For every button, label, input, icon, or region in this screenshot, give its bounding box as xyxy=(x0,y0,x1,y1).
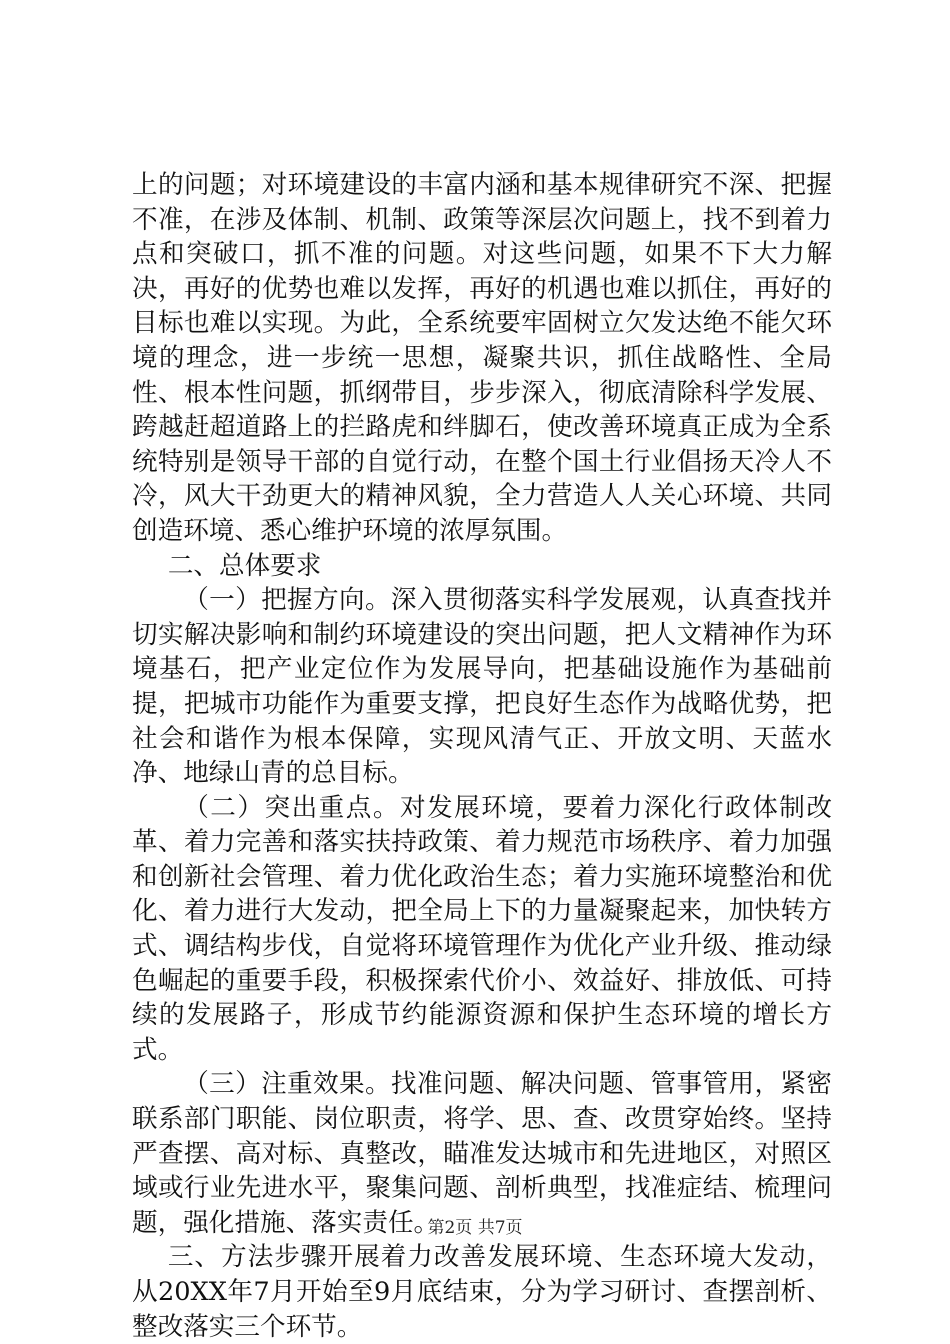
document-body xyxy=(132,168,832,1344)
paragraph-highlight-priorities: （二）突出重点。对发展环境，要着力深化行政体制改革、着力完善和落实扶持政策、着力规范市场秩序、着力加强和创新社会管理、着力优化政治生态；着力实施环境整治和优化、着力进行大发动，把全局上下的力量凝聚起来，加快转方式、调结构步伐，自觉将环境管理作为优化产业升级、推动绿色崛起的重要手段，积极探索代价小、效益好、排放低、可持续的发展路子，形成节约能源资源和保护生态环境的增长方式。 xyxy=(132,792,832,1065)
paragraph-continuation: 上的问题；对环境建设的丰富内涵和基本规律研究不深、把握不准，在涉及体制、机制、政策等深层次问题上，找不到着力点和突破口，抓不准的问题。对这些问题，如果不下大力解决，再好的优势也难以发挥，再好的机遇也难以抓住，再好的目标也难以实现。为此，全系统要牢固树立欠发达绝不能欠环境的理念，进一步统一思想，凝聚共识，抓住战略性、全局性、根本性问题，抓纲带目，步步深入，彻底清除科学发展、跨越赶超道路上的拦路虎和绊脚石，使改善环境真正成为全系统特别是领导干部的自觉行动，在整个国土行业倡扬天冷人不冷，风大干劲更大的精神风貌，全力营造人人关心环境、共同创造环境、悉心维护环境的浓厚氛围。 xyxy=(132,170,832,546)
paragraph-grasp-direction: （一）把握方向。深入贯彻落实科学发展观，认真查找并切实解决影响和制约环境建设的突出问题，把人文精神作为环境基石，把产业定位作为发展导向，把基础设施作为基础前提，把城市功能作为重要支撑，把良好生态作为战略优势，把社会和谐作为根本保障，实现风清气正、开放文明、天蓝水净、地绿山青的总目标。 xyxy=(132,585,832,789)
section-heading-overall-requirements: 二、总体要求 xyxy=(167,550,322,581)
page-number-footer: 第2页 共7页 xyxy=(427,1218,523,1238)
paragraph-focus-results: （三）注重效果。找准问题、解决问题、管事管用，紧密联系部门职能、岗位职责，将学、思、查、改贯穿始终。坚持严查摆、高对标、真整改，瞄准发达城市和先进地区，对照区域或行业先进水平，聚集问题、剖析典型，找准症结、梳理问题，强化措施、落实责任。 xyxy=(132,1069,832,1238)
paragraph-method-steps: 三、方法步骤开展着力改善发展环境、生态环境大发动，从20XX年7月开始至9月底结束，分为学习研讨、查摆剖析、整改落实三个环节。 xyxy=(132,1242,832,1342)
